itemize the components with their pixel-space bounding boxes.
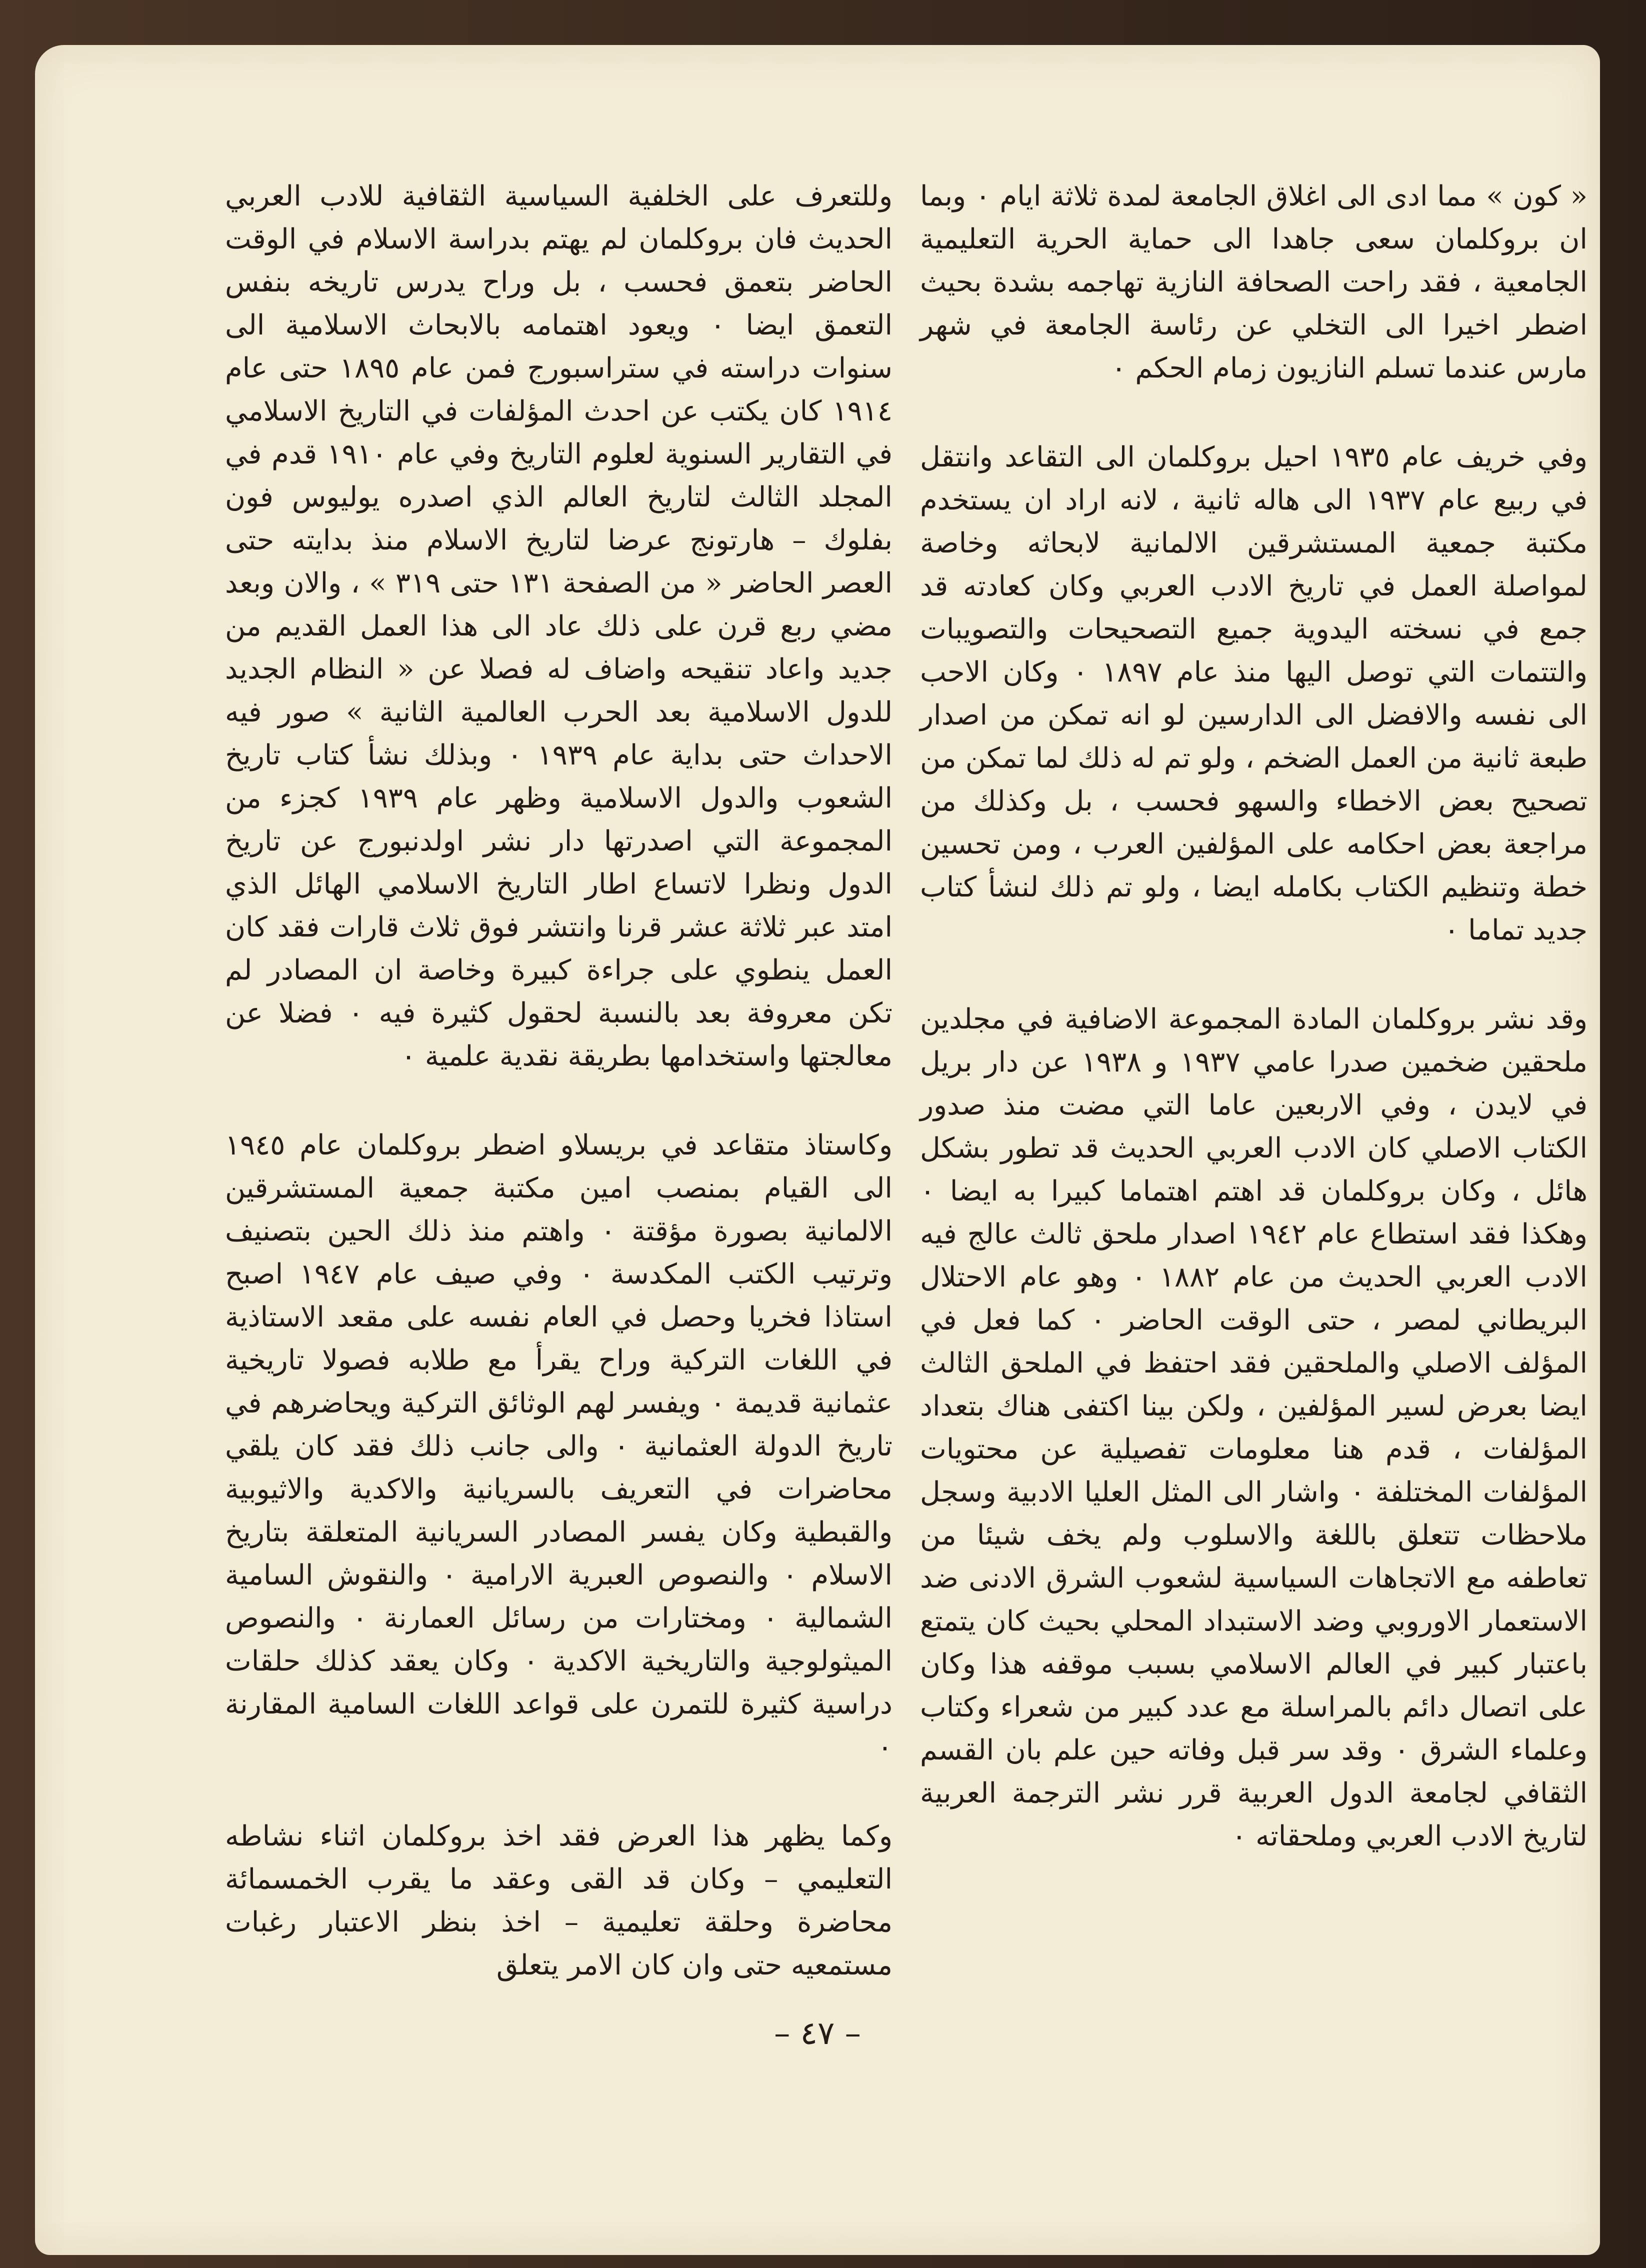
paragraph: وكاستاذ متقاعد في بريسلاو اضطر بروكلمان عام ١٩٤٥ الى القيام بمنصب امين مكتبة جمعية المستشرقين الالمانية بصورة مؤقتة ٠ واهتم منذ ذلك الحين بتصنيف وترتيب الكتب المكدسة ٠ وفي صيف عام ١٩٤٧ اصبح استاذا فخريا وحصل في العام نفسه على مقعد الاستاذية في اللغات التركية وراح يقرأ مع طلابه فصولا تاريخية عثمانية قديمة ٠ ويفسر لهم الوثائق التركية ويحاضرهم في تاريخ الدولة العثمانية ٠ والى جانب ذلك فقد كان يلقي محاضرات في التعريف بالسريانية والاكدية والاثيوبية والقبطية وكان يفسر المصادر السريانية المتعلقة بتاريخ الاسلام ٠ والنصوص العبرية الارامية ٠ والنقوش السامية الشمالية ٠ ومختارات من رسائل العمارنة ٠ والنصوص الميثولوجية والتاريخية الاكدية ٠ وكان يعقد كذلك حلقات دراسية كثيرة للتمرن على قواعد اللغات السامية المقارنة ٠ (225, 1129, 893, 1764)
text-column-right (920, 175, 1588, 1858)
paragraph: وفي خريف عام ١٩٣٥ احيل بروكلمان الى التقاعد وانتقل في ربيع عام ١٩٣٧ الى هاله ثانية ، لانه اراد ان يستخدم مكتبة جمعية المستشرقين الالمانية لابحاثه وخاصة لمواصلة العمل في تاريخ الادب العربي وكان كعادته قد جمع في نسخته اليدوية جميع التصحيحات والتصويبات والتتمات التي توصل اليها منذ عام ١٨٩٧ ٠ وكان الاحب الى نفسه والافضل الى الدارسين لو انه تمكن من اصدار طبعة ثانية من العمل الضخم ، ولو تم له ذلك لما تمكن من تصحيح بعض الاخطاء والسهو فحسب ، بل وكذلك من مراجعة بعض احكامه على المؤلفين العرب ، ومن تحسين خطة وتنظيم الكتاب بكامله ايضا ، ولو تم ذلك لنشأ كتاب جديد تماما ٠ (920, 441, 1588, 946)
page-number: – ٤٧ – (774, 2015, 861, 2052)
paragraph: وللتعرف على الخلفية السياسية الثقافية للادب العربي الحديث فان بروكلمان لم يهتم بدراسة الاسلام في الوقت الحاضر بتعمق فحسب ، بل وراح يدرس تاريخه بنفس التعمق ايضا ٠ ويعود اهتمامه بالابحاث الاسلامية الى سنوات دراسته في ستراسبورج فمن عام ١٨٩٥ حتى عام ١٩١٤ كان يكتب عن احدث المؤلفات في التاريخ الاسلامي في التقارير السنوية لعلوم التاريخ وفي عام ١٩١٠ قدم في المجلد الثالث لتاريخ العالم الذي اصدره يوليوس فون بفلوك – هارتونج عرضا لتاريخ الاسلام منذ بدايته حتى العصر الحاضر « من الصفحة ١٣١ حتى ٣١٩ » ، والان وبعد مضي ربع قرن على ذلك عاد الى هذا العمل القديم من جديد واعاد تنقيحه واضاف له فصلا عن « النظام الجديد للدول الاسلامية بعد الحرب العالمية الثانية » صور فيه الاحداث حتى بداية عام ١٩٣٩ ٠ وبذلك نشأ كتاب تاريخ الشعوب والدول الاسلامية وظهر عام ١٩٣٩ كجزء من المجموعة التي اصدرتها دار نشر اولدنبورج عن تاريخ الدول ونظرا لاتساع اطار التاريخ الاسلامي الهائل الذي امتد عبر ثلاثة عشر قرنا وانتشر فوق ثلاث قارات فقد كان العمل ينطوي على جراءة كبيرة وخاصة ان المصادر لم تكن معروفة بعد بالنسبة لحقول كثيرة فيه ٠ فضلا عن معالجتها واستخدامها بطريقة نقدية علمية ٠ (225, 180, 893, 1072)
text-column-left (225, 175, 892, 1987)
paragraph: « كون » مما ادى الى اغلاق الجامعة لمدة ثلاثة ايام ٠ وبما ان بروكلمان سعى جاهدا الى حماية الحرية التعليمية الجامعية ، فقد راحت الصحافة النازية تهاجمه بشدة بحيث اضطر اخيرا الى التخلي عن رئاسة الجامعة في شهر مارس عندما تسلم النازيون زمام الحكم ٠ (920, 180, 1588, 384)
document-page (35, 45, 1600, 2255)
paragraph: وكما يظهر هذا العرض فقد اخذ بروكلمان اثناء نشاطه التعليمي – وكان قد القى وعقد ما يقرب الخمسمائة محاضرة وحلقة تعليمية – اخذ بنظر الاعتبار رغبات مستمعيه حتى وان كان الامر يتعلق (225, 1820, 892, 1982)
paragraph: وقد نشر بروكلمان المادة المجموعة الاضافية في مجلدين ملحقين ضخمين صدرا عامي ١٩٣٧ و ١٩٣٨ عن دار بريل في لايدن ، وفي الاربعين عاما التي مضت منذ صدور الكتاب الاصلي كان الادب العربي الحديث قد تطور بشكل هائل ، وكان بروكلمان قد اهتم اهتماما كبيرا به ايضا ٠ وهكذا فقد استطاع عام ١٩٤٢ اصدار ملحق ثالث عالج فيه الادب العربي الحديث من عام ١٨٨٢ ٠ وهو عام الاحتلال البريطاني لمصر ، حتى الوقت الحاضر ٠ كما فعل في المؤلف الاصلي والملحقين فقد احتفظ في الملحق الثالث ايضا بعرض لسير المؤلفين ، ولكن بينا اكتفى هناك بتعداد المؤلفات ، قدم هنا معلومات تفصيلية عن محتويات المؤلفات المختلفة ٠ واشار الى المثل العليا الادبية وسجل ملاحظات تتعلق باللغة والاسلوب ولم يخف شيئا من تعاطفه مع الاتجاهات السياسية لشعوب الشرق الادنى ضد الاستعمار الاوروبي وضد الاستبداد المحلي بحيث كان يتمتع باعتبار كبير في العالم الاسلامي بسبب موقفه هذا وكان على اتصال دائم بالمراسلة مع عدد كبير من شعراء وكتاب وعلماء الشرق ٠ وقد سر قبل وفاته حين علم بان القسم الثقافي لجامعة الدول العربية قرر نشر الترجمة العربية لتاريخ الادب العربي وملحقاته ٠ (920, 1003, 1588, 1852)
